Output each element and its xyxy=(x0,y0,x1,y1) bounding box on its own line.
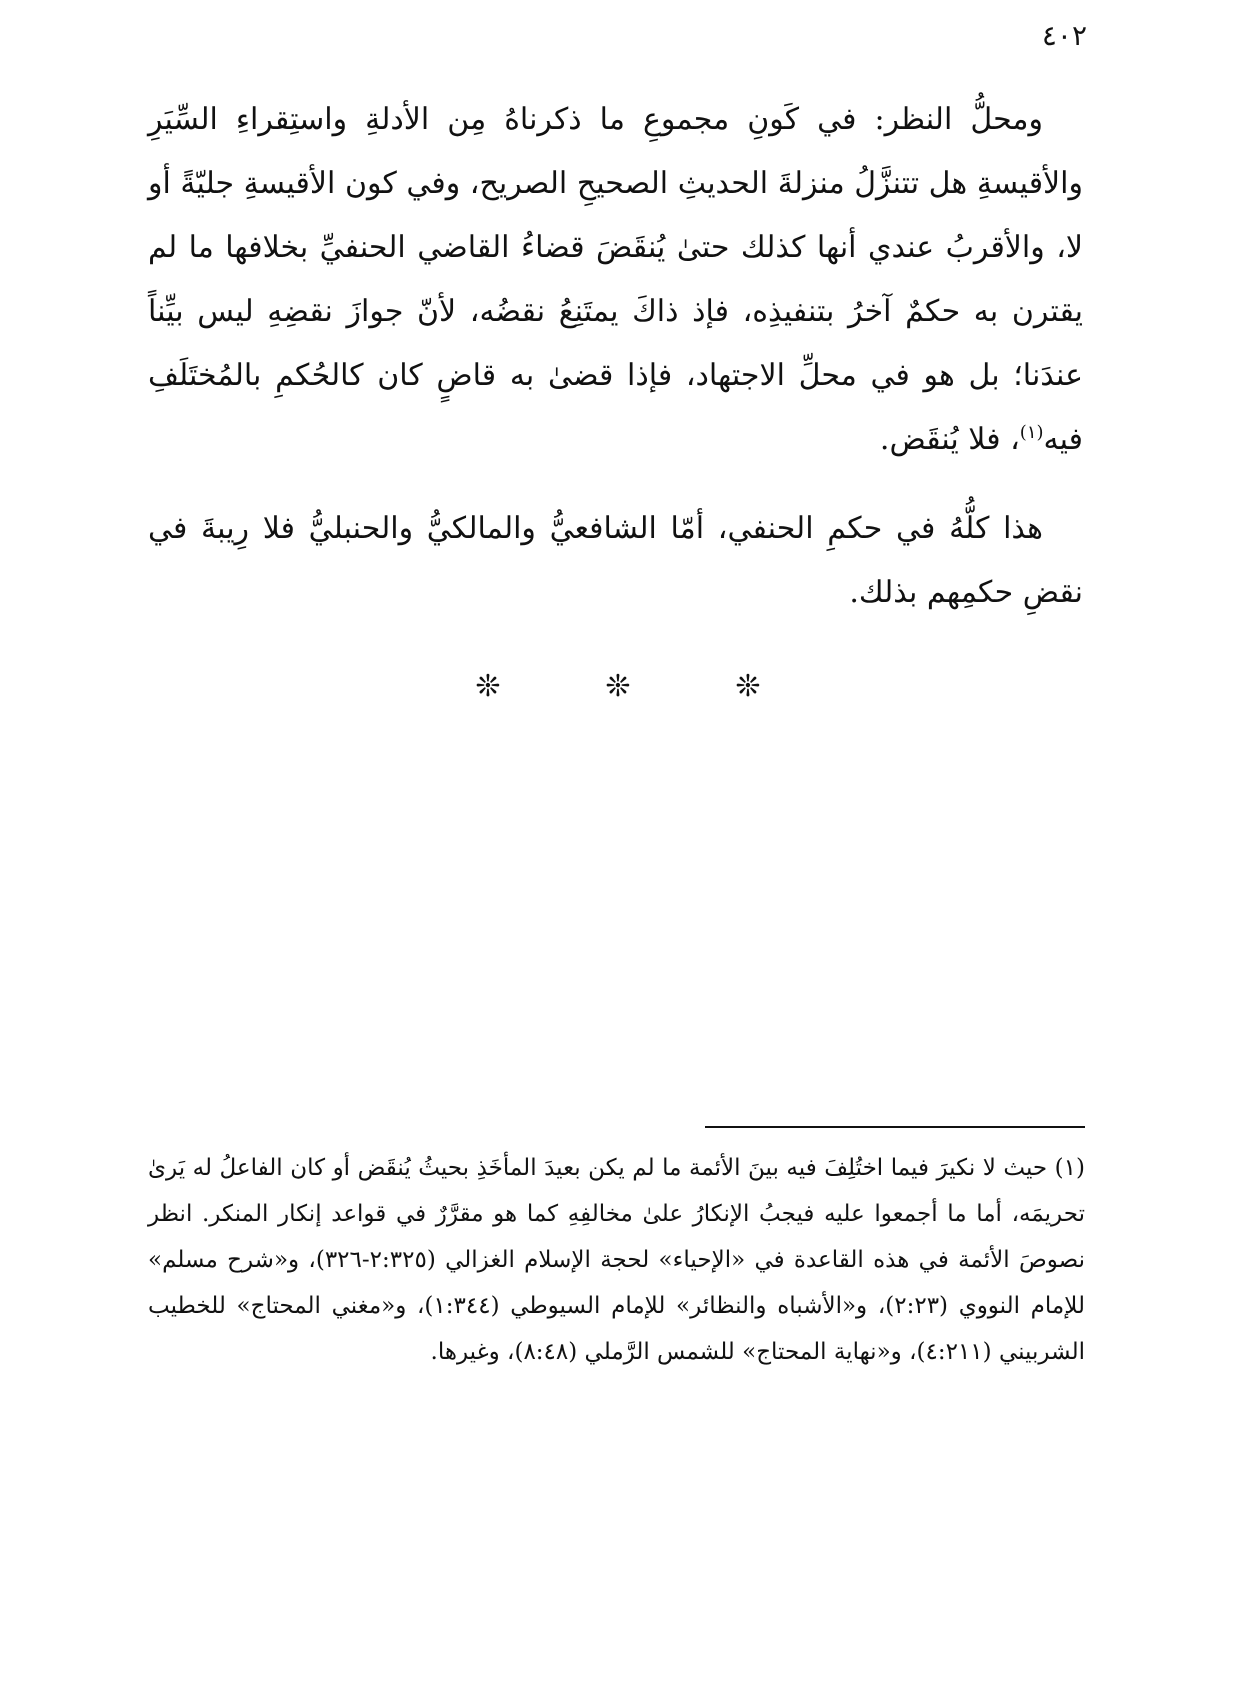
asterism-glyph: ❊ xyxy=(475,669,501,704)
footnote-reference[interactable]: (١) xyxy=(1019,422,1044,443)
footnotes-section xyxy=(148,1145,1085,1375)
paragraph-1-ending: ، فلا يُنقَض. xyxy=(879,422,1020,457)
footnote-text: حيث لا نكيرَ فيما اختُلِفَ فيه بينَ الأئمة ما لم يكن بعيدَ المأخَذِ بحيثُ يُنقَض أو كان الفاعلُ له يَرىٰ تحريمَه، أما ما أجمعوا عليه فيجبُ الإنكارُ علىٰ مخالفِهِ كما هو مقرَّرٌ في قواعد إنكار المنكر. انظر نصوصَ الأئمة في هذه القاعدة في «الإحياء» لحجة الإسلام الغزالي (٢:٣٢٥-٣٢٦)، و«شرح مسلم» للإمام النووي (٢:٢٣)، و«الأشباه والنظائر» للإمام السيوطي (١:٣٤٤)، و«مغني المحتاج» للخطيب الشربيني (٤:٢١١)، و«نهاية المحتاج» للشمس الرَّملي (٨:٤٨)، وغيرها. xyxy=(148,1155,1085,1365)
footnote-marker: (١) xyxy=(1054,1155,1085,1181)
paragraph-1-text: ومحلُّ النظر: في كَونِ مجموعِ ما ذكرناهُ مِن الأدلةِ واستِقراءِ السِّيَرِ والأقيسةِ هل تتنزَّلُ منزلةَ الحديثِ الصحيحِ الصريح، وفي كون الأقيسةِ جليّةً أو لا، والأقربُ عندي أنها كذلك حتىٰ يُنقَضَ قضاءُ القاضي الحنفيِّ بخلافها ما لم يقترن به حكمٌ آخرُ بتنفيذِه، فإذ ذاكَ يمتَنِعُ نقضُه، لأنّ جوازَ نقضِهِ ليس بيِّناً عندَنا؛ بل هو في محلِّ الاجتهاد، فإذا قضىٰ به قاضٍ كان كالحُكمِ بالمُختَلَفِ فيه xyxy=(148,102,1083,457)
paragraph-2 xyxy=(148,497,1083,625)
main-text xyxy=(148,88,1083,650)
footnote-1 xyxy=(148,1145,1085,1375)
section-separator xyxy=(468,669,768,704)
paragraph-1 xyxy=(148,88,1083,472)
page-number: ٤٠٢ xyxy=(1041,19,1087,52)
asterism-glyph: ❊ xyxy=(605,669,631,704)
footnote-divider xyxy=(705,1126,1085,1128)
paragraph-2-text: هذا كلُّهُ في حكمِ الحنفي، أمّا الشافعيُّ والمالكيُّ والحنبليُّ فلا رِيبةَ في نقضِ حكمِهم بذلك. xyxy=(148,511,1083,610)
asterism-glyph: ❊ xyxy=(735,669,761,704)
